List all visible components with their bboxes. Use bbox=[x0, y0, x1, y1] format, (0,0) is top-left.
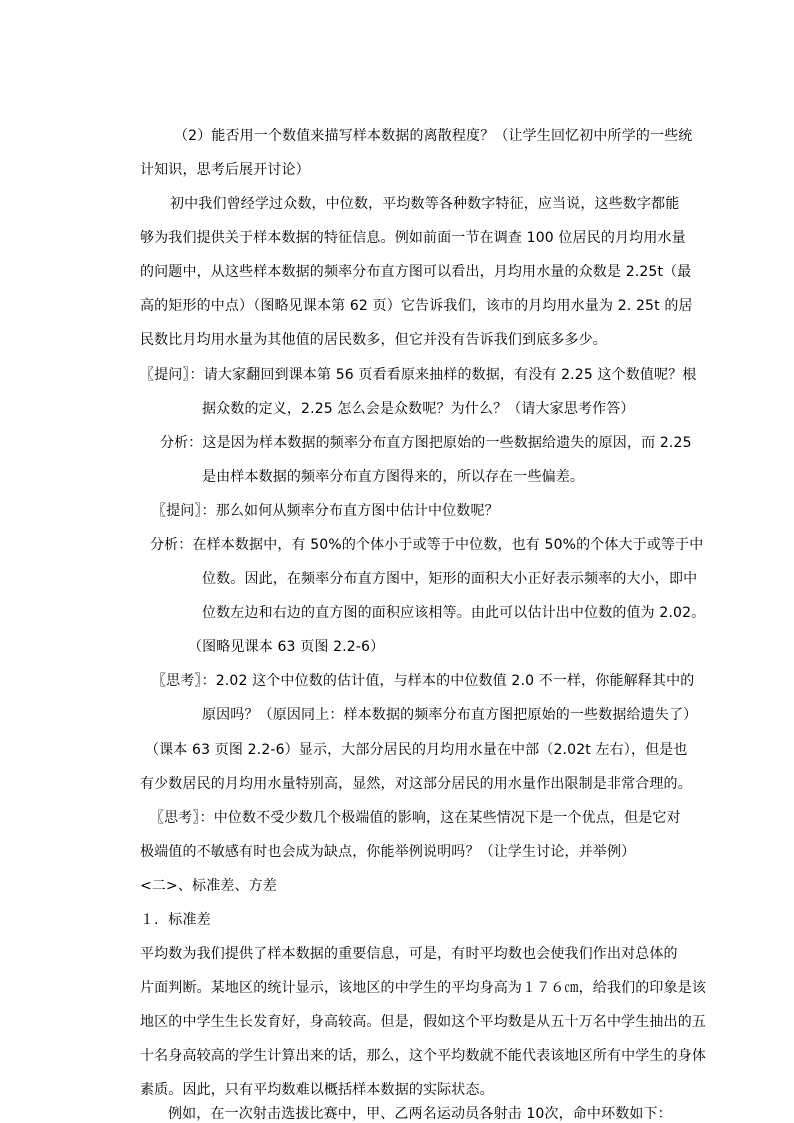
text-line: 素质。因此，只有平均数难以概括样本数据的实际状态。 bbox=[140, 1082, 494, 1098]
text-line: （课本 63 页图 2.2-6）显示，大部分居民的月均用水量在中部（2.02t 左右），但是也 bbox=[145, 742, 688, 758]
text-line: （图略见课本 63 页图 2.2-6） bbox=[188, 639, 385, 655]
section-heading: <二>、标准差、方差 bbox=[140, 878, 277, 894]
text-line: 平均数为我们提供了样本数据的重要信息，可是，有时平均数也会使我们作出对总体的 bbox=[140, 946, 678, 962]
text-line: 片面判断。某地区的统计显示，该地区的中学生的平均身高为１７６㎝，给我们的印象是该 bbox=[140, 980, 706, 996]
text-line: 极端值的不敏感有时也会成为缺点，你能举例说明吗？（让学生讨论，并举例） bbox=[140, 844, 636, 860]
text-line: 分析：在样本数据中，有 50%的个体小于或等于中位数，也有 50%的个体大于或等于中 bbox=[150, 537, 704, 553]
text-line: 〖提问〗：请大家翻回到课本第 56 页看看原来抽样的数据，有没有 2.25 这个数值呢？根 bbox=[140, 367, 697, 383]
text-line: 〖思考〗：2.02 这个中位数的估计值，与样本的中位数值 2.0 不一样，你能解释其中的 bbox=[152, 673, 695, 689]
text-line: 地区的中学生生长发育好，身高较高。但是，假如这个平均数是从五十万名中学生抽出的五 bbox=[140, 1014, 706, 1030]
text-line: 原因吗？（原因同上：样本数据的频率分布直方图把原始的一些数据给遗失了） bbox=[202, 707, 698, 723]
text-line: 〖思考〗：中位数不受少数几个极端值的影响，这在某些情况下是一个优点，但是它对 bbox=[150, 810, 681, 826]
text-line: （2）能否用一个数值来描写样本数据的离散程度？（让学生回忆初中所学的一些统 bbox=[174, 128, 693, 144]
text-line: 位数。因此，在频率分布直方图中，矩形的面积大小正好表示频率的大小，即中 bbox=[202, 571, 698, 587]
text-line: 是由样本数据的频率分布直方图得来的，所以存在一些偏差。 bbox=[202, 469, 585, 485]
text-line: 十名身高较高的学生计算出来的话，那么，这个平均数就不能代表该地区所有中学生的身体 bbox=[140, 1048, 706, 1064]
text-line: 〖提问〗：那么如何从频率分布直方图中估计中位数呢？ bbox=[152, 503, 499, 519]
subsection-heading: １．标准差 bbox=[140, 912, 211, 928]
text-line: 的问题中，从这些样本数据的频率分布直方图可以看出，月均用水量的众数是 2.25t（最 bbox=[140, 264, 692, 280]
text-line: 够为我们提供关于样本数据的特征信息。例如前面一节在调查 100 位居民的月均用水量 bbox=[140, 230, 686, 246]
text-line: 初中我们曾经学过众数，中位数，平均数等各种数字特征，应当说，这些数字都能 bbox=[170, 196, 680, 212]
text-line: 例如，在一次射击选拔比赛中，甲、乙两名运动员各射击 10次，命中环数如下： bbox=[168, 1106, 672, 1122]
text-line: 位数左边和右边的直方图的面积应该相等。由此可以估计出中位数的值为 2.02。 bbox=[202, 605, 706, 621]
text-line: 民数比月均用水量为其他值的居民数多，但它并没有告诉我们到底多多少。 bbox=[140, 332, 607, 348]
text-line: 计知识，思考后展开讨论） bbox=[140, 162, 310, 178]
text-line: 有少数居民的月均用水量特别高，显然，对这部分居民的用水量作出限制是非常合理的。 bbox=[140, 776, 692, 792]
text-line: 分析：这是因为样本数据的频率分布直方图把原始的一些数据给遗失的原因，而 2.25 bbox=[160, 435, 692, 451]
text-line: 高的矩形的中点）（图略见课本第 62 页）它告诉我们，该市的月均用水量为 2. 25t 的居 bbox=[140, 298, 693, 314]
text-line: 据众数的定义，2.25 怎么会是众数呢？为什么？（请大家思考作答） bbox=[202, 401, 635, 417]
